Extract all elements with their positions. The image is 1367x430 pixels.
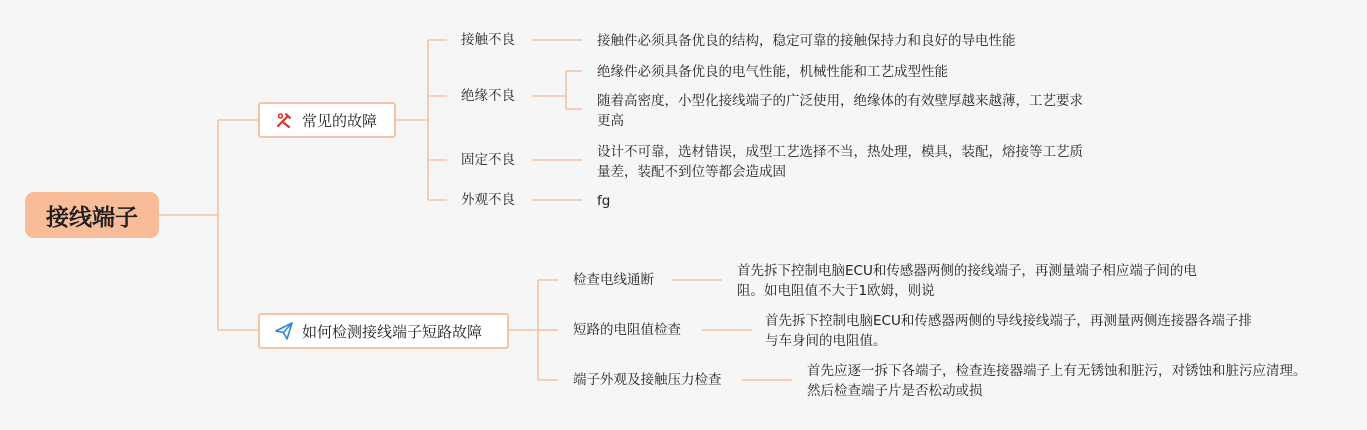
sub-node[interactable]: 检查电线通断 xyxy=(573,272,654,288)
branch-label: 如何检测接线端子短路故障 xyxy=(302,322,483,341)
sub-node[interactable]: 外观不良 xyxy=(461,192,515,208)
branch-common-faults[interactable] xyxy=(258,102,396,138)
leaf-note[interactable]: 随着高密度，小型化接线端子的广泛使用，绝缘体的有效壁厚越来越薄，工艺要求更高 xyxy=(597,93,1083,129)
sub-node[interactable]: 短路的电阻值检查 xyxy=(573,322,681,338)
leaf-note[interactable]: 首先应逐一拆下各端子，检查连接器端子上有无锈蚀和脏污，对锈蚀和脏污应清理。然后检查端子片是否松动或损 xyxy=(807,363,1307,399)
leaf-note[interactable]: 接触件必须具备优良的结构，稳定可靠的接触保持力和良好的导电性能 xyxy=(597,33,1016,49)
branch-label: 常见的故障 xyxy=(302,111,378,130)
root-node[interactable]: 接线端子 xyxy=(25,192,159,238)
leaf-note[interactable]: 首先拆下控制电脑ECU和传感器两侧的接线端子，再测量端子相应端子间的电阻。如电阻值不大于1欧姆，则说 xyxy=(737,263,1197,299)
sub-node[interactable]: 固定不良 xyxy=(461,152,515,168)
leaf-note[interactable]: 首先拆下控制电脑ECU和传感器两侧的导线接线端子，再测量两侧连接器各端子排与车身间的电阻值。 xyxy=(765,313,1252,349)
paper-plane-icon xyxy=(274,321,294,341)
sub-node[interactable]: 绝缘不良 xyxy=(461,88,515,104)
branch-short-circuit-detection[interactable] xyxy=(258,313,509,349)
leaf-note[interactable]: fg xyxy=(597,193,611,209)
leaf-note[interactable]: 绝缘件必须具备优良的电气性能，机械性能和工艺成型性能 xyxy=(597,64,948,80)
sub-node[interactable]: 接触不良 xyxy=(461,32,515,48)
leaf-note[interactable]: 设计不可靠，选材错误，成型工艺选择不当，热处理，模具，装配，熔接等工艺质量差，装配不到位等都会造成固 xyxy=(597,144,1083,180)
tools-icon xyxy=(274,110,294,130)
sub-node[interactable]: 端子外观及接触压力检查 xyxy=(573,372,722,388)
